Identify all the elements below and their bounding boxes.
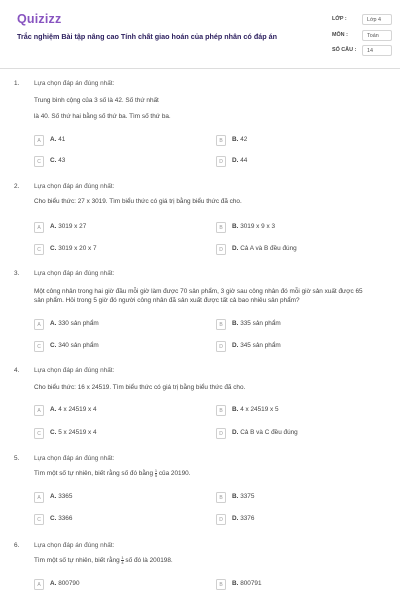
choice-b[interactable] (216, 579, 366, 591)
choice-letter-box: B (216, 319, 226, 330)
meta-subject (332, 30, 394, 41)
choice-d[interactable] (216, 244, 366, 256)
choice-b[interactable] (216, 135, 366, 147)
question-text-before: Tìm một số tự nhiên, biết rằng số đó bằng (34, 470, 154, 478)
fraction (121, 556, 123, 565)
choice-key: B. (232, 223, 239, 230)
choice-b[interactable] (216, 319, 366, 331)
meta-class (332, 14, 394, 25)
choice-letter-box: D (216, 244, 226, 255)
choice-key: A. (50, 223, 57, 230)
choice-key: D. (232, 515, 239, 522)
choice-c[interactable] (34, 156, 184, 168)
choice-d[interactable] (216, 156, 366, 168)
question-text-after: số đó là 200198. (125, 557, 173, 565)
choice-letter-box: C (34, 244, 44, 255)
choice-text: 3365 (58, 493, 73, 500)
meta-class-label: LỚP : (332, 16, 347, 22)
choice-a[interactable] (34, 579, 184, 591)
choice-c[interactable] (34, 428, 184, 440)
choice-text: 4 x 24519 x 5 (240, 406, 279, 413)
choice-text: 42 (240, 136, 248, 143)
choice-d[interactable] (216, 428, 366, 440)
choice-key: B. (232, 493, 239, 500)
choice-text: 3019 x 27 (58, 223, 87, 230)
choice-letter-box: A (34, 319, 44, 330)
meta-subject-value: Toán (362, 30, 392, 41)
choice-d[interactable] (216, 514, 366, 526)
choice-text: Cả B và C đều đúng (240, 429, 298, 436)
choice-key: A. (50, 136, 57, 143)
choice-letter-box: B (216, 492, 226, 503)
question-text-line: Cho biểu thức: 27 x 3019. Tìm biểu thức có giá trị bằng biểu thức đã cho. (34, 198, 242, 205)
meta-count-value: 14 (362, 45, 392, 56)
question-prompt: Lựa chọn đáp án đúng nhất: (34, 455, 115, 462)
question-text-after: của 20190. (158, 470, 191, 478)
choice-key: A. (50, 406, 57, 413)
question-prompt: Lựa chọn đáp án đúng nhất: (34, 270, 115, 277)
fraction-denominator: 4 (121, 560, 124, 565)
choice-key: A. (50, 493, 57, 500)
choice-c[interactable] (34, 341, 184, 353)
choice-text: 3376 (240, 515, 255, 522)
choice-key: C. (50, 342, 57, 349)
question-prompt: Lựa chọn đáp án đúng nhất: (34, 183, 115, 190)
choice-text: 3019 x 20 x 7 (58, 245, 97, 252)
choice-text: 3019 x 9 x 3 (240, 223, 276, 230)
choice-a[interactable] (34, 492, 184, 504)
choice-letter-box: B (216, 135, 226, 146)
worksheet-header (0, 0, 400, 68)
question-number: 5. (14, 455, 20, 462)
question-number: 2. (14, 183, 20, 190)
choice-letter-box: A (34, 579, 44, 590)
choice-letter-box: A (34, 405, 44, 416)
choice-text: 44 (240, 157, 248, 164)
question-text-line (34, 469, 390, 479)
choice-text: 330 sản phẩm (58, 320, 99, 327)
choice-letter-box: C (34, 428, 44, 439)
question-prompt: Lựa chọn đáp án đúng nhất: (34, 367, 115, 374)
choice-letter-box: C (34, 156, 44, 167)
choice-a[interactable] (34, 319, 184, 331)
choice-letter-box: C (34, 341, 44, 352)
question-number: 4. (14, 367, 20, 374)
fraction (155, 469, 157, 478)
choice-text: 3366 (58, 515, 73, 522)
choice-text: 335 sản phẩm (240, 320, 281, 327)
choice-key: D. (232, 245, 239, 252)
choice-key: B. (232, 580, 239, 587)
choice-key: C. (50, 429, 57, 436)
choice-text: 3375 (240, 493, 255, 500)
choice-key: A. (50, 320, 57, 327)
header-divider (0, 68, 400, 69)
choice-key: C. (50, 157, 57, 164)
choice-text: 5 x 24519 x 4 (58, 429, 97, 436)
question-text-line: Trung bình cộng của 3 số là 42. Số thứ nhất (34, 97, 159, 104)
choice-letter-box: C (34, 514, 44, 525)
fraction-denominator: 5 (154, 473, 158, 478)
fraction-numerator: 1 (154, 468, 158, 473)
choice-text: 345 sản phẩm (240, 342, 281, 349)
choice-key: D. (232, 429, 239, 436)
question-text-line: Một công nhân trong hai giờ đầu mỗi giờ làm được 70 sản phẩm, 3 giờ sau công nhân đó mỗi giờ sản xuất được 65 (34, 288, 363, 295)
question-number: 6. (14, 542, 20, 549)
choice-b[interactable] (216, 222, 366, 234)
choice-b[interactable] (216, 405, 366, 417)
choice-letter-box: A (34, 135, 44, 146)
choice-text: 800790 (58, 580, 80, 587)
choice-letter-box: D (216, 428, 226, 439)
choice-key: C. (50, 515, 57, 522)
choice-letter-box: D (216, 341, 226, 352)
choice-c[interactable] (34, 244, 184, 256)
choice-text: 4 x 24519 x 4 (58, 406, 97, 413)
choice-letter-box: A (34, 222, 44, 233)
question-prompt: Lựa chọn đáp án đúng nhất: (34, 80, 115, 87)
choice-key: B. (232, 406, 239, 413)
meta-count (332, 45, 394, 56)
question-prompt: Lựa chọn đáp án đúng nhất: (34, 542, 115, 549)
choice-letter-box: B (216, 222, 226, 233)
choice-a[interactable] (34, 222, 184, 234)
choice-a[interactable] (34, 135, 184, 147)
choice-key: B. (232, 136, 239, 143)
choice-key: A. (50, 580, 57, 587)
choice-letter-box: D (216, 156, 226, 167)
choice-a[interactable] (34, 405, 184, 417)
question-text-line (34, 556, 390, 566)
choice-key: B. (232, 320, 239, 327)
meta-subject-label: MÔN : (332, 32, 348, 38)
meta-class-value: Lớp 4 (362, 14, 392, 25)
question-number: 3. (14, 270, 20, 277)
choice-text: Cả A và B đều đúng (240, 245, 297, 252)
question-text-before: Tìm một số tự nhiên, biết rằng (34, 557, 120, 565)
choice-text: 340 sản phẩm (58, 342, 99, 349)
question-number: 1. (14, 80, 20, 87)
choice-d[interactable] (216, 341, 366, 353)
choice-letter-box: A (34, 492, 44, 503)
choice-key: D. (232, 157, 239, 164)
choice-text: 43 (58, 157, 66, 164)
fraction-numerator: 1 (121, 555, 124, 560)
choice-c[interactable] (34, 514, 184, 526)
choice-letter-box: B (216, 579, 226, 590)
choice-key: D. (232, 342, 239, 349)
choice-b[interactable] (216, 492, 366, 504)
quizizz-logo: Quizizz (17, 12, 62, 26)
choice-key: C. (50, 245, 57, 252)
meta-count-label: SỐ CÂU : (332, 47, 357, 53)
choice-text: 800791 (240, 580, 262, 587)
choice-letter-box: B (216, 405, 226, 416)
quiz-title: Trắc nghiệm Bài tập nâng cao Tính chất giao hoán của phép nhân có đáp án (17, 32, 277, 41)
question-text-line: sản phẩm. Hỏi trong 5 giờ đó người công nhân đã sản xuất được tất cả bao nhiêu sản phẩm? (34, 297, 300, 304)
choice-text: 41 (58, 136, 66, 143)
question-text-line: là 40. Số thứ hai bằng số thứ ba. Tìm số thứ ba. (34, 113, 171, 120)
question-text-line: Cho biểu thức: 16 x 24519. Tìm biểu thức có giá trị bằng biểu thức đã cho. (34, 384, 246, 391)
choice-letter-box: D (216, 514, 226, 525)
